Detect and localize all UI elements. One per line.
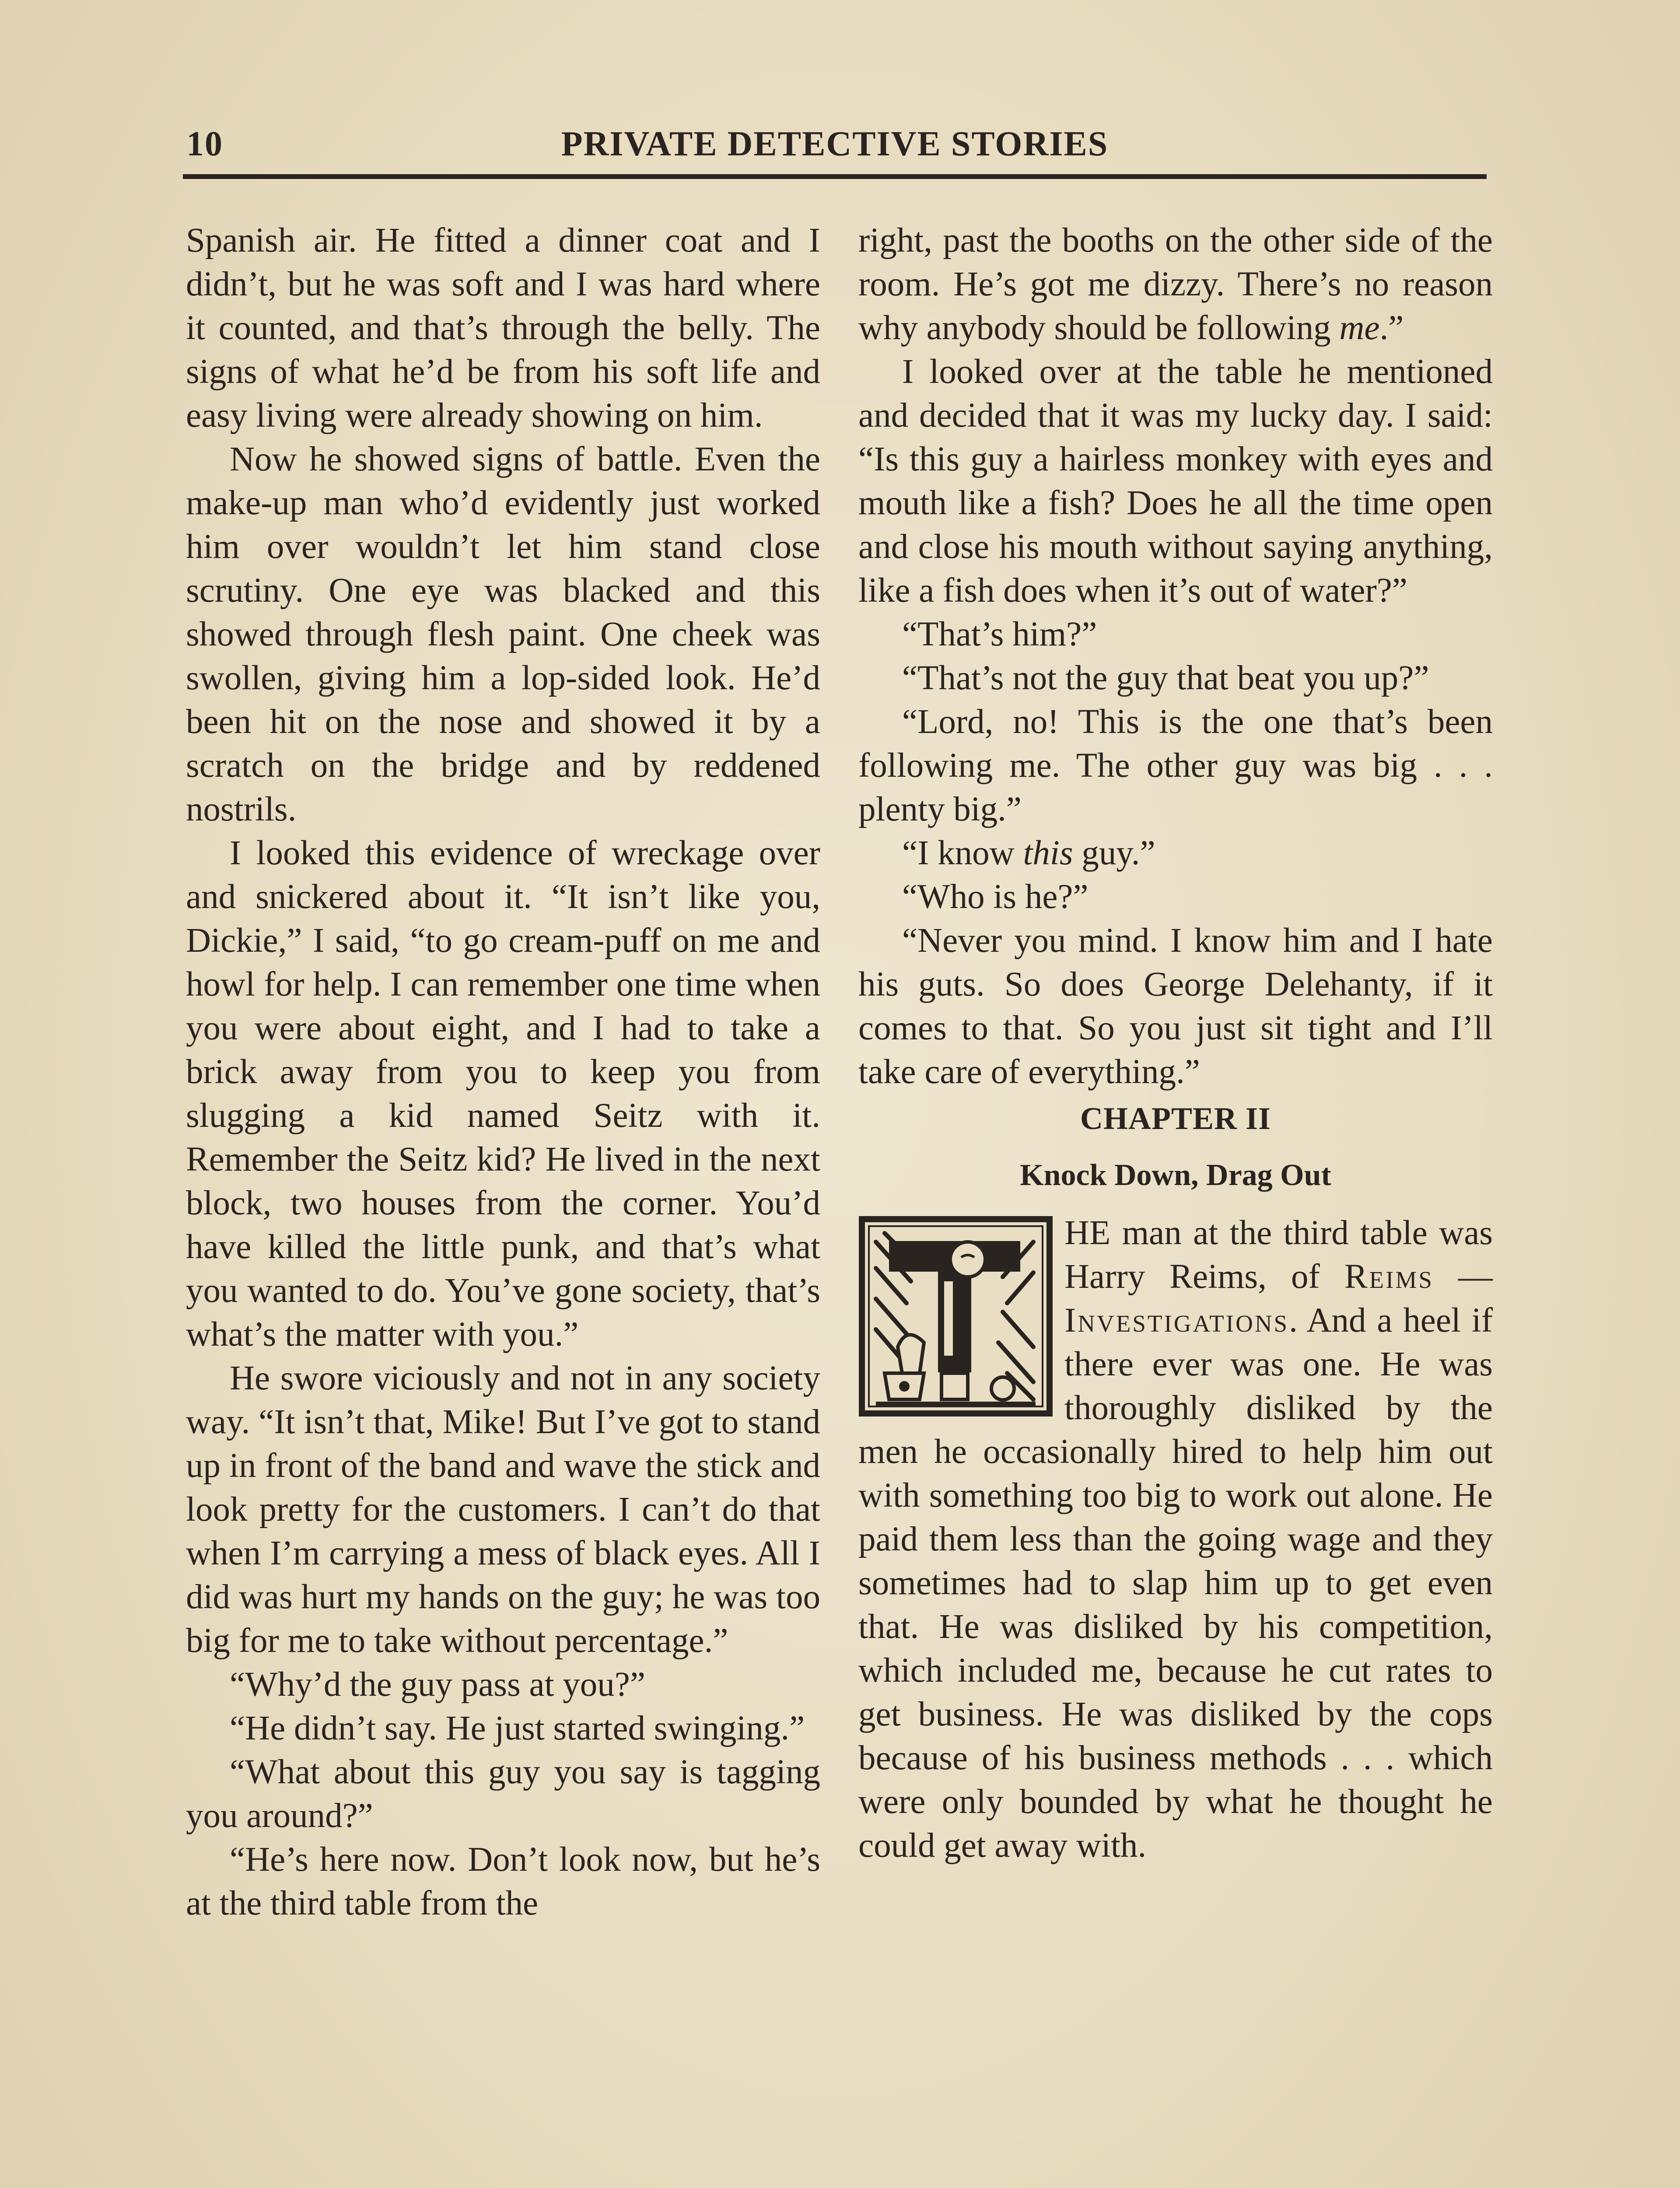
paragraph: “He’s here now. Don’t look now, but he’s at the third table from the <box>186 1841 820 1922</box>
small-caps-name: Reims <box>1344 1258 1434 1296</box>
header-rule <box>183 174 1487 179</box>
drop-cap-illustration-icon <box>858 1216 1053 1417</box>
page-number: 10 <box>186 125 223 163</box>
chapter-title: Knock Down, Drag Out <box>1020 1158 1331 1192</box>
paragraph: “What about this guy you say is tagging you around?” <box>186 1753 820 1835</box>
paragraph <box>858 831 1493 875</box>
left-column <box>186 219 820 1925</box>
paragraph: I looked over at the table he mentioned and decided that it was my lucky day. I said: “Is this guy a hairless monkey with eyes and mouth like a fish? Does he all the time open and close his mouth without saying anything, like a fish does when it’s out of water?” <box>858 353 1493 610</box>
emphasis: this <box>1023 834 1073 872</box>
emphasis: me <box>1339 309 1380 347</box>
text-run: .” <box>1379 309 1404 347</box>
right-column <box>858 219 1493 1868</box>
chapter-number: CHAPTER II <box>1080 1101 1271 1136</box>
text-run: — <box>1433 1258 1493 1296</box>
text-run: right, past the booths on the other side of the room. He’s got me dizzy. There’s no reason why anybody should be following <box>858 221 1493 347</box>
paragraph: “Lord, no! This is the one that’s been following me. The other guy was big . . . plenty big.” <box>858 703 1493 828</box>
paragraph: “That’s him?” <box>902 615 1097 653</box>
text-run: HE man at the third table was Harry Reims, of <box>1064 1214 1493 1296</box>
text-run: guy.” <box>1073 834 1155 872</box>
paragraph: “Who is he?” <box>902 878 1088 916</box>
paragraph: “Why’d the guy pass at you?” <box>230 1666 645 1704</box>
text-run: “I know <box>902 834 1023 872</box>
running-head: PRIVATE DETECTIVE STORIES <box>561 125 1109 163</box>
small-caps-name: Investigations <box>1064 1301 1289 1339</box>
chapter-opening-paragraph <box>858 1211 1493 1868</box>
paragraph: Now he showed signs of battle. Even the make-up man who’d evidently just worked him over wouldn’t let him stand close scrutiny. One eye was blacked and this showed through flesh paint. One cheek was swollen, giving him a lop-sided look. He’d been hit on the nose and showed it by a scratch on the bridge and by reddened nostrils. <box>186 440 820 828</box>
paragraph: He swore viciously and not in any society way. “It isn’t that, Mike! But I’ve got to stand up in front of the band and wave the stick and look pretty for the customers. I can’t do that when I’m carrying a mess of black eyes. All I did was hurt my hands on the guy; he was too big for me to take without percentage.” <box>186 1359 820 1660</box>
paragraph: I looked this evidence of wreckage over and snickered about it. “It isn’t like you, Dickie,” I said, “to go cream-puff on me and howl for help. I can remember one time when you were about eight, and I had to take a brick away from you to keep you from slugging a kid named Seitz with it. Remember the Seitz kid? He lived in the next block, two houses from the corner. You’d have killed the little punk, and that’s what you wanted to do. You’ve gone society, that’s what’s the matter with you.” <box>186 834 820 1353</box>
page-header <box>183 122 1487 170</box>
paragraph <box>858 219 1493 350</box>
paragraph: “That’s not the guy that beat you up?” <box>902 659 1429 697</box>
paragraph: “Never you mind. I know him and I hate his guts. So does George Delehanty, if it comes to that. So you just sit tight and I’ll take care of everything.” <box>858 922 1493 1091</box>
paragraph: “He didn’t say. He just started swinging.” <box>230 1709 805 1747</box>
paragraph: Spanish air. He fitted a dinner coat and I didn’t, but he was soft and I was hard where it counted, and that’s through the belly. The signs of what he’d be from his soft life and easy living were already showing on him. <box>186 221 820 435</box>
text-run: . And a heel if there ever was one. He was thoroughly disliked by the men he occasionally hired to help him out with something too big to work out alone. He paid them less than the going wage and they sometimes had to slap him up to get even that. He was disliked by his competition, which included me, because he cut rates to get business. He was disliked by the cops because of his business methods . . . which were only bounded by what he thought he could get away with. <box>858 1301 1493 1865</box>
